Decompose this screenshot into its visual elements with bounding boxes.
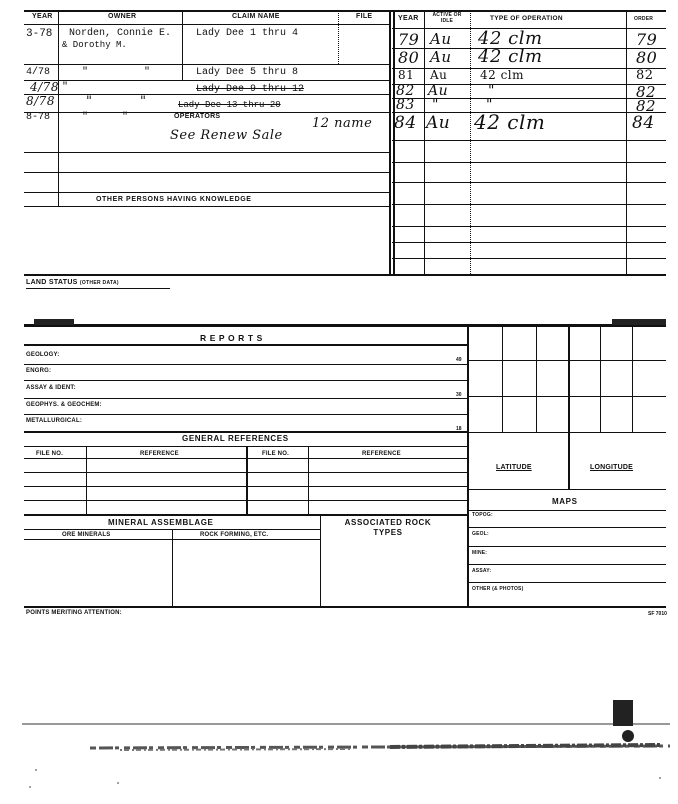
claims-header-rule <box>24 24 390 25</box>
maps-mine-label: MINE: <box>472 550 488 556</box>
genref-file2-header: FILE NO. <box>262 451 289 457</box>
scan-mark <box>34 319 74 325</box>
reports-row-rule <box>24 398 468 399</box>
maps-title-rule <box>468 510 666 511</box>
report-geophys-label: GEOPHYS. & GEOCHEM: <box>26 402 102 408</box>
ditto-mark: " <box>62 82 69 93</box>
report-metallurgical-label: METALLURGICAL: <box>26 418 83 424</box>
genref-file1-header: FILE NO. <box>36 451 63 457</box>
claim-year: 4/78 <box>30 80 59 94</box>
bottom-section-rule <box>24 606 666 608</box>
ops-active: " <box>432 97 439 113</box>
ops-type: 42 clm <box>478 28 543 49</box>
maps-topog-label: TOPOG: <box>472 512 493 518</box>
report-assay-label: ASSAY & IDENT: <box>26 385 76 391</box>
ops-year: 82 <box>396 83 415 99</box>
lat-grid-line <box>468 360 666 361</box>
ops-year-header: YEAR <box>398 15 419 22</box>
ops-order: 82 <box>636 68 654 83</box>
lat-grid-line <box>468 432 666 433</box>
claims-row-rule <box>24 152 390 153</box>
genref-col-divider <box>308 446 309 514</box>
lat-grid-line <box>468 396 666 397</box>
claims-row-rule <box>24 192 390 193</box>
ops-type-header: TYPE OF OPERATION <box>490 15 563 22</box>
ops-order: 82 <box>636 97 657 115</box>
claim-owner-cont: & Dorothy M. <box>62 40 127 50</box>
claim-name: Lady Dee 9 thru 12 <box>196 84 305 95</box>
claims-file-header: FILE <box>356 13 373 20</box>
maps-title: MAPS <box>552 497 578 506</box>
ops-type: 42 clm <box>474 110 546 134</box>
claims-col-divider <box>182 10 183 64</box>
ops-row-rule <box>392 242 666 243</box>
ops-row-rule <box>392 226 666 227</box>
genref-col-divider <box>246 446 248 514</box>
long-grid-line <box>600 325 601 433</box>
claims-year-header: YEAR <box>32 13 53 20</box>
ops-year: 81 <box>398 68 415 82</box>
operators-note-2: 12 name <box>312 116 373 131</box>
ops-active: Au <box>426 113 451 133</box>
reports-row-rule <box>24 414 468 415</box>
ops-order: 84 <box>632 113 655 133</box>
lat-grid-line <box>502 325 503 433</box>
main-divider <box>389 10 391 276</box>
claims-owner-header: OWNER <box>108 13 137 20</box>
maps-geol-label: GEOL: <box>472 531 489 537</box>
form-number: SF 7010 <box>648 611 667 617</box>
genref-bottom-rule <box>24 514 468 516</box>
ops-active-header: ACTIVE OR IDLE <box>432 12 462 24</box>
claims-name-header: CLAIM NAME <box>232 13 280 20</box>
other-persons-label: OTHER PERSONS HAVING KNOWLEDGE <box>96 196 252 203</box>
ditto-mark: " <box>82 67 89 78</box>
claims-row-rule <box>24 94 390 95</box>
ops-type: " <box>486 97 493 113</box>
maps-row-rule <box>468 546 666 547</box>
main-divider <box>393 10 395 276</box>
rock-forming-header: ROCK FORMING, ETC. <box>200 532 269 538</box>
ditto-mark: " <box>144 67 151 78</box>
maps-row-rule <box>468 527 666 528</box>
ops-active: Au <box>430 48 452 66</box>
genref-ref2-header: REFERENCE <box>362 451 401 457</box>
lat-grid-line <box>536 325 537 433</box>
reports-row-rule <box>24 364 468 365</box>
maps-row-rule <box>468 564 666 565</box>
ops-active: Au <box>428 83 449 99</box>
general-references-title: GENERAL REFERENCES <box>182 434 289 443</box>
mineral-assemblage-title: MINERAL ASSEMBLAGE <box>108 518 214 527</box>
ops-order-header: ORDER <box>634 16 654 22</box>
mineral-col-divider <box>172 529 173 607</box>
ops-type: 42 clm <box>478 46 543 67</box>
ops-active: Au <box>430 68 448 82</box>
ops-year: 79 <box>398 30 420 49</box>
ops-type: 42 clm <box>480 68 525 82</box>
operators-note: See Renew Sale <box>170 128 283 143</box>
report-engrg-label: ENGRG: <box>26 368 52 374</box>
land-status-underline <box>26 288 170 289</box>
reports-row-rule <box>24 380 468 381</box>
ops-row-rule <box>392 140 666 141</box>
top-rule <box>24 10 666 12</box>
maps-other-label: OTHER (& PHOTOS) <box>472 586 524 592</box>
scan-noise <box>0 700 678 804</box>
claim-year: 3-78 <box>26 28 53 40</box>
ops-row-rule <box>392 258 666 259</box>
latitude-label: LATITUDE <box>496 464 532 471</box>
genref-col-divider <box>86 446 87 514</box>
ops-year: 83 <box>396 97 415 113</box>
claim-name: Lady Dee 5 thru 8 <box>196 67 299 78</box>
maps-row-rule <box>468 582 666 583</box>
claims-row-rule <box>24 64 390 65</box>
report-assay-num: 30 <box>456 392 462 398</box>
scan-mark <box>612 319 666 325</box>
reports-row-rule <box>24 431 468 433</box>
ops-type: " <box>488 83 495 99</box>
claim-year: 8/78 <box>26 94 55 108</box>
claims-row-rule <box>24 206 390 207</box>
claims-row-rule <box>24 80 390 81</box>
longitude-label: LONGITUDE <box>590 464 634 471</box>
claim-name: Lady Dee 1 thru 4 <box>196 28 299 39</box>
ops-order: 82 <box>636 83 657 101</box>
claim-owner: Norden, Connie E. <box>69 28 172 39</box>
operators-label: OPERATORS <box>174 113 221 120</box>
ops-col-divider <box>470 10 471 276</box>
ops-row-rule <box>392 182 666 183</box>
ditto-mark: " <box>140 94 147 109</box>
report-metallurgical-num: 18 <box>456 426 462 432</box>
ditto-mark: " <box>86 94 93 109</box>
lat-long-divider <box>568 325 570 489</box>
long-grid-line <box>632 325 633 433</box>
report-geology-label: GEOLOGY: <box>26 352 60 358</box>
claim-year: 4/78 <box>26 67 51 78</box>
genref-ref1-header: REFERENCE <box>140 451 179 457</box>
ops-order: 80 <box>636 48 658 67</box>
ore-minerals-header: ORE MINERALS <box>62 532 111 538</box>
ditto-mark: " <box>82 112 89 123</box>
ops-year: 84 <box>394 113 417 133</box>
claims-col-divider <box>338 10 339 64</box>
maps-assay-label: ASSAY: <box>472 568 492 574</box>
claim-year: 8-78 <box>26 112 51 123</box>
claims-row-rule <box>24 172 390 173</box>
claims-col-divider <box>182 64 183 80</box>
associated-rock-types: ASSOCIATED ROCK TYPES <box>344 518 432 537</box>
ops-col-divider <box>424 10 425 276</box>
ops-col-divider <box>626 10 627 276</box>
section-rule <box>24 274 666 276</box>
ops-active: Au <box>430 30 452 48</box>
reports-title: R E P O R T S <box>200 333 263 343</box>
mineral-col-divider <box>320 514 321 607</box>
points-meriting-label: POINTS MERITING ATTENTION: <box>26 610 122 616</box>
ops-row-rule <box>392 162 666 163</box>
land-status-label: LAND STATUS (OTHER DATA) <box>26 279 119 286</box>
reports-title-rule <box>24 344 468 346</box>
claims-col-divider <box>58 10 59 206</box>
report-geology-num: 49 <box>456 357 462 363</box>
maps-top-rule <box>468 489 666 490</box>
ops-row-rule <box>392 204 666 205</box>
ops-year: 80 <box>398 48 420 67</box>
claim-name: Lady Dee 13 thru 20 <box>178 100 281 110</box>
ops-order: 79 <box>636 30 658 49</box>
ditto-mark: " <box>122 112 129 123</box>
